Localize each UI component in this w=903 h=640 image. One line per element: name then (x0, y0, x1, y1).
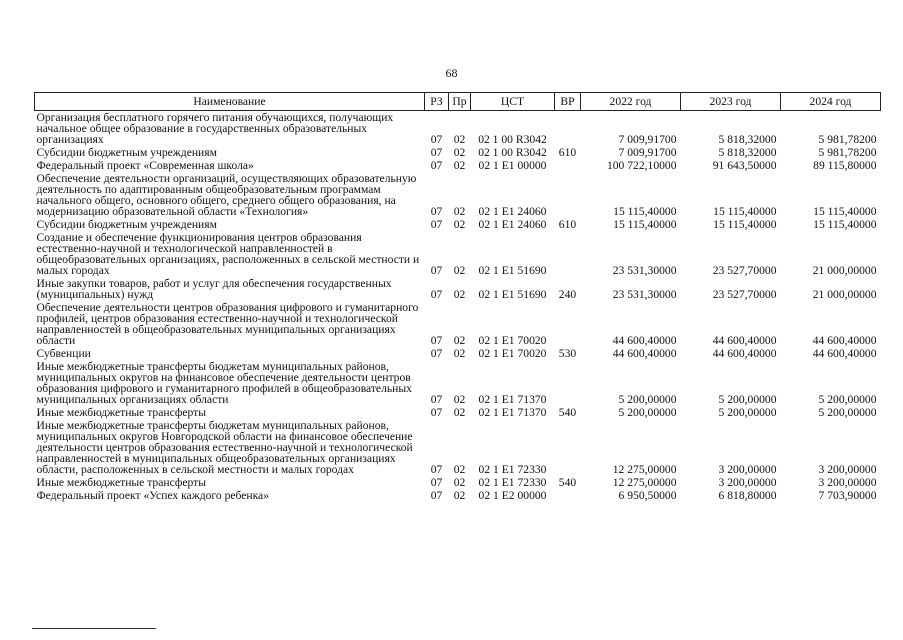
cell-vr (555, 159, 581, 172)
cell-name: Иные закупки товаров, работ и услуг для обеспечения государственных (муниципальных) нужд (36, 277, 392, 301)
table-row (35, 489, 881, 502)
cell-y2022: 100 722,10000 (606, 159, 677, 172)
cell-y2024: 89 115,80000 (813, 159, 877, 172)
cell-y2023: 23 527,70000 (712, 288, 777, 301)
cell-y2023: 15 115,40000 (713, 218, 777, 231)
cell-y2024: 5 981,78200 (818, 133, 877, 146)
cell-y2022: 7 009,91700 (618, 146, 677, 159)
cell-y2022: 6 950,50000 (618, 489, 677, 502)
cell-y2022: 5 200,00000 (618, 406, 677, 419)
cell-pr: 02 (453, 334, 466, 347)
cell-pr: 02 (453, 264, 466, 277)
cell-rz: 07 (430, 406, 443, 419)
cell-pr: 02 (453, 146, 466, 159)
page-number: 68 (445, 66, 458, 80)
cell-name: Федеральный проект «Современная школа» (36, 159, 254, 172)
cell-y2024: 3 200,00000 (818, 476, 877, 489)
cell-y2024: 21 000,00000 (812, 264, 877, 277)
cell-cst: 02 1 E1 71370 (478, 406, 547, 419)
cell-y2024: 5 200,00000 (818, 406, 877, 419)
cell-y2022: 15 115,40000 (613, 218, 677, 231)
cell-rz: 07 (430, 288, 443, 301)
cell-name: Иные межбюджетные трансферты (36, 406, 207, 419)
cell-rz: 07 (430, 146, 443, 159)
cell-cst: 02 1 E1 70020 (478, 334, 547, 347)
table-row (35, 347, 881, 360)
cell-y2023: 6 818,80000 (718, 489, 777, 502)
cell-pr: 02 (453, 288, 466, 301)
table-row (35, 277, 881, 301)
footnote-divider (32, 628, 156, 629)
cell-y2023: 15 115,40000 (713, 205, 777, 218)
cell-y2022: 44 600,40000 (612, 334, 677, 347)
cell-rz: 07 (430, 205, 443, 218)
cell-name: Обеспечение деятельности организаций, осуществляющих образовательную деятельность по адаптированным общеобразовательным программам начального общего, основного общего, среднего общего образования, на модернизацию образовательной области «Технология» (36, 172, 417, 218)
cell-y2023: 5 818,32000 (718, 146, 777, 159)
cell-cst: 02 1 E2 00000 (478, 489, 547, 502)
cell-cst: 02 1 E1 51690 (478, 264, 547, 277)
cell-y2022: 5 200,00000 (618, 393, 677, 406)
cell-y2023: 5 200,00000 (718, 406, 777, 419)
table-row (35, 231, 881, 277)
table-row (35, 146, 881, 159)
cell-y2024: 7 703,90000 (818, 489, 877, 502)
cell-cst: 02 1 E1 24060 (478, 218, 547, 231)
cell-name: Субвенции (36, 347, 91, 360)
header-pr: Пр (449, 93, 471, 111)
cell-vr (555, 111, 581, 147)
cell-y2024: 21 000,00000 (812, 288, 877, 301)
cell-vr (555, 489, 581, 502)
cell-pr: 02 (453, 133, 466, 146)
cell-vr: 540 (558, 406, 577, 419)
cell-y2022: 12 275,00000 (612, 476, 677, 489)
cell-y2024: 44 600,40000 (812, 347, 877, 360)
cell-pr: 02 (453, 347, 466, 360)
cell-rz: 07 (430, 463, 443, 476)
cell-name: Иные межбюджетные трансферты бюджетам муниципальных районов, муниципальных округов Новгородской области на финансовое обеспечение деятельности центров образования естественно-научной и технологической направленностей в муниципальных общеобразовательных организациях области, расположенных в сельской местности и малых городах (36, 419, 413, 476)
cell-name: Создание и обеспечение функционирования центров образования естественно-научной и технологической направленностей в общеобразовательных организациях, расположенных в сельской местности и малых городах (36, 231, 420, 277)
cell-pr: 02 (453, 393, 466, 406)
budget-table (34, 92, 881, 502)
cell-rz: 07 (430, 133, 443, 146)
cell-rz: 07 (430, 347, 443, 360)
cell-pr: 02 (453, 489, 466, 502)
cell-rz: 07 (430, 334, 443, 347)
cell-rz: 07 (430, 393, 443, 406)
cell-y2023: 5 200,00000 (718, 393, 777, 406)
cell-y2024: 44 600,40000 (812, 334, 877, 347)
cell-y2024: 15 115,40000 (813, 205, 877, 218)
header-2022: 2022 год (581, 93, 681, 111)
table-row (35, 172, 881, 218)
cell-cst: 02 1 E1 51690 (478, 288, 547, 301)
cell-vr (555, 231, 581, 277)
cell-name: Субсидии бюджетным учреждениям (36, 218, 217, 231)
cell-pr: 02 (453, 463, 466, 476)
cell-vr (555, 301, 581, 347)
cell-vr (555, 419, 581, 476)
cell-cst: 02 1 00 R3042 (478, 133, 547, 146)
cell-rz: 07 (430, 159, 443, 172)
cell-name: Иные межбюджетные трансферты бюджетам муниципальных районов, муниципальных округов на финансовое обеспечение деятельности центров образования цифрового и гуманитарного профилей в общеобразовательных муниципальных организациях области (36, 360, 412, 406)
header-2024: 2024 год (781, 93, 881, 111)
cell-name: Иные межбюджетные трансферты (36, 476, 207, 489)
table-row (35, 360, 881, 406)
table-row (35, 159, 881, 172)
cell-name: Федеральный проект «Успех каждого ребенка» (36, 489, 270, 502)
header-vr: ВР (555, 93, 581, 111)
cell-y2022: 15 115,40000 (613, 205, 677, 218)
cell-rz: 07 (430, 489, 443, 502)
table-row (35, 111, 881, 147)
cell-cst: 02 1 E1 72330 (478, 463, 547, 476)
cell-y2023: 3 200,00000 (718, 476, 777, 489)
cell-y2024: 15 115,40000 (813, 218, 877, 231)
cell-y2023: 5 818,32000 (718, 133, 777, 146)
cell-y2022: 23 531,30000 (612, 264, 677, 277)
cell-vr: 240 (558, 288, 577, 301)
cell-y2023: 91 643,50000 (712, 159, 777, 172)
table-row (35, 301, 881, 347)
cell-pr: 02 (453, 159, 466, 172)
table-row (35, 218, 881, 231)
cell-vr: 610 (558, 146, 577, 159)
cell-cst: 02 1 E1 72330 (478, 476, 547, 489)
cell-y2023: 3 200,00000 (718, 463, 777, 476)
cell-y2022: 23 531,30000 (612, 288, 677, 301)
header-row (35, 93, 881, 111)
cell-rz: 07 (430, 476, 443, 489)
cell-y2023: 44 600,40000 (712, 347, 777, 360)
cell-vr (555, 172, 581, 218)
header-cst: ЦСТ (471, 93, 555, 111)
table-row (35, 406, 881, 419)
cell-vr: 530 (558, 347, 577, 360)
cell-rz: 07 (430, 218, 443, 231)
cell-cst: 02 1 E1 24060 (478, 205, 547, 218)
table-row (35, 476, 881, 489)
cell-y2022: 12 275,00000 (612, 463, 677, 476)
cell-y2024: 3 200,00000 (818, 463, 877, 476)
cell-pr: 02 (453, 218, 466, 231)
cell-y2024: 5 981,78200 (818, 146, 877, 159)
cell-rz: 07 (430, 264, 443, 277)
header-2023: 2023 год (681, 93, 781, 111)
cell-pr: 02 (453, 205, 466, 218)
table-row (35, 419, 881, 476)
cell-pr: 02 (453, 406, 466, 419)
cell-name: Субсидии бюджетным учреждениям (36, 146, 217, 159)
cell-y2023: 44 600,40000 (712, 334, 777, 347)
cell-y2022: 44 600,40000 (612, 347, 677, 360)
cell-y2023: 23 527,70000 (712, 264, 777, 277)
cell-name: Организация бесплатного горячего питания обучающихся, получающих начальное общее образование в государственных образовательных организациях (36, 111, 394, 146)
cell-y2024: 5 200,00000 (818, 393, 877, 406)
cell-cst: 02 1 E1 71370 (478, 393, 547, 406)
cell-vr (555, 360, 581, 406)
cell-cst: 02 1 E1 70020 (478, 347, 547, 360)
header-rz: РЗ (425, 93, 449, 111)
cell-pr: 02 (453, 476, 466, 489)
cell-vr: 540 (558, 476, 577, 489)
header-name: Наименование (35, 93, 425, 111)
cell-vr: 610 (558, 218, 577, 231)
cell-cst: 02 1 00 R3042 (478, 146, 547, 159)
cell-y2022: 7 009,91700 (618, 133, 677, 146)
cell-cst: 02 1 E1 00000 (478, 159, 547, 172)
cell-name: Обеспечение деятельности центров образования цифрового и гуманитарного профилей, центров образования естественно-научной и технологической направленностей в общеобразовательных муниципальных организациях области (36, 301, 419, 347)
